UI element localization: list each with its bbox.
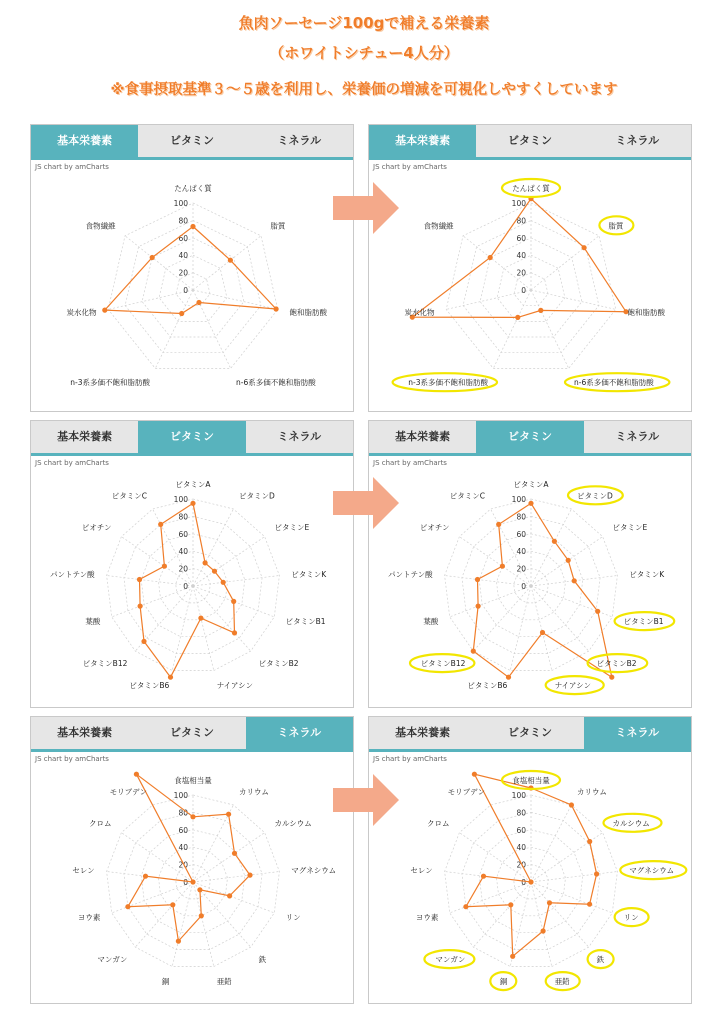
- grid-spoke: [531, 509, 571, 586]
- tab-vitamin[interactable]: ビタミン: [476, 125, 583, 157]
- category-label: ビタミンK: [629, 570, 665, 580]
- radar-series: [125, 772, 252, 944]
- data-point[interactable]: [595, 609, 600, 614]
- tick-label: 0: [521, 286, 526, 295]
- category-label: ビタミンA: [513, 480, 549, 489]
- data-point[interactable]: [274, 306, 279, 311]
- tab-basic[interactable]: 基本栄養素: [31, 717, 138, 749]
- data-point[interactable]: [508, 902, 513, 907]
- data-point[interactable]: [102, 308, 107, 313]
- data-point[interactable]: [506, 675, 511, 680]
- data-point[interactable]: [162, 564, 167, 569]
- grid-spoke: [531, 882, 552, 967]
- radar-chart: [31, 717, 354, 1004]
- radar-grid: [107, 495, 280, 671]
- tick-label: 60: [516, 233, 526, 243]
- page-title: 魚肉ソーセージ100gで補える栄養素: [238, 14, 490, 32]
- category-label: 脂質: [270, 221, 286, 231]
- data-point[interactable]: [475, 577, 480, 582]
- tick-label: 0: [183, 878, 188, 887]
- data-point[interactable]: [190, 224, 195, 229]
- grid-spoke: [135, 882, 193, 947]
- data-point[interactable]: [197, 887, 202, 892]
- tick-label: 20: [178, 564, 188, 574]
- category-label: 亜鉛: [216, 977, 232, 987]
- category-label: 銅: [161, 977, 170, 987]
- grid-spoke: [155, 290, 193, 368]
- tick-label: 40: [178, 251, 188, 261]
- tick-label: 80: [178, 216, 188, 226]
- category-label: 銅: [499, 977, 508, 987]
- tab-vitamin[interactable]: ビタミン: [138, 717, 245, 749]
- radar-series: [102, 224, 279, 316]
- tab-vitamin[interactable]: ビタミン: [476, 421, 583, 453]
- category-label: n-3系多価不飽和脂肪酸: [408, 378, 488, 388]
- tick-label: 60: [178, 529, 188, 539]
- page-subtitle: （ホワイトシチュー4人分）: [269, 44, 459, 62]
- data-point[interactable]: [176, 939, 181, 944]
- arrow-right-icon: [333, 180, 401, 236]
- data-point[interactable]: [137, 577, 142, 582]
- tick-label: 80: [178, 512, 188, 522]
- chart-panel-vitamin-before: [30, 420, 354, 708]
- data-point[interactable]: [510, 954, 515, 959]
- tick-label: 0: [521, 878, 526, 887]
- category-label: ビタミンD: [577, 491, 613, 501]
- data-point[interactable]: [500, 564, 505, 569]
- grid-spoke: [510, 586, 531, 671]
- category-label: ビタミンB12: [420, 659, 466, 669]
- category-labels: [50, 480, 327, 690]
- category-label: ビタミンB2: [258, 659, 299, 669]
- data-point[interactable]: [481, 874, 486, 879]
- category-label: 飽和脂肪酸: [627, 308, 665, 317]
- data-point[interactable]: [488, 255, 493, 260]
- category-label: ビタミンB6: [467, 681, 508, 691]
- data-point[interactable]: [227, 893, 232, 898]
- tab-vitamin[interactable]: ビタミン: [138, 421, 245, 453]
- grid-spoke: [193, 882, 214, 967]
- category-label: ビタミンB12: [82, 659, 128, 669]
- grid-spoke: [473, 586, 531, 651]
- category-label: 炭水化物: [404, 308, 435, 317]
- data-point[interactable]: [221, 580, 226, 585]
- category-label: リン: [285, 913, 301, 923]
- category-label: たんぱく質: [512, 184, 550, 193]
- category-label: 炭水化物: [66, 308, 97, 317]
- data-point[interactable]: [150, 255, 155, 260]
- tab-mineral[interactable]: ミネラル: [584, 717, 691, 749]
- category-label: 食物繊維: [85, 221, 116, 231]
- data-point[interactable]: [143, 874, 148, 879]
- tick-label: 20: [516, 860, 526, 870]
- data-point[interactable]: [496, 522, 501, 527]
- category-label: 食塩相当量: [512, 776, 550, 785]
- grid-spoke: [112, 882, 193, 913]
- tick-label: 20: [178, 860, 188, 870]
- tick-label: 0: [183, 582, 188, 591]
- tab-basic[interactable]: 基本栄養素: [31, 421, 138, 453]
- category-label: ビタミンC: [111, 491, 147, 501]
- tick-label: 80: [516, 512, 526, 522]
- tick-label: 20: [178, 268, 188, 278]
- tick-label: 100: [173, 791, 188, 800]
- page-note: ※食事摂取基準３～５歳を利用し、栄養価の増減を可視化しやすくしています: [110, 82, 618, 98]
- category-label: パントテン酸: [388, 570, 433, 580]
- category-labels: [67, 183, 328, 387]
- tick-label: 40: [178, 843, 188, 853]
- series-line: [105, 227, 276, 314]
- tick-label: 60: [516, 825, 526, 835]
- data-point[interactable]: [528, 501, 533, 506]
- data-point[interactable]: [179, 311, 184, 316]
- category-label: 亜鉛: [554, 977, 570, 987]
- category-label: ヨウ素: [77, 913, 101, 923]
- category-label: 飽和脂肪酸: [289, 308, 327, 317]
- data-point[interactable]: [212, 569, 217, 574]
- category-label: 鉄: [596, 955, 605, 965]
- tick-label: 60: [516, 529, 526, 539]
- category-label: クロム: [427, 818, 450, 828]
- category-label: リン: [623, 913, 639, 923]
- category-label: n-6系多価不飽和脂肪酸: [574, 378, 654, 388]
- tab-mineral[interactable]: ミネラル: [246, 717, 353, 749]
- tick-label: 60: [178, 825, 188, 835]
- data-point[interactable]: [541, 928, 546, 933]
- data-point[interactable]: [587, 839, 592, 844]
- tick-label: 100: [173, 199, 188, 208]
- category-label: 食塩相当量: [174, 776, 212, 785]
- data-point[interactable]: [471, 649, 476, 654]
- grid-spoke: [107, 576, 193, 587]
- category-label: ビタミンK: [291, 570, 327, 580]
- tick-label: 40: [516, 251, 526, 261]
- data-point[interactable]: [141, 639, 146, 644]
- tab-mineral[interactable]: ミネラル: [584, 125, 691, 157]
- data-point[interactable]: [572, 578, 577, 583]
- tick-label: 40: [516, 843, 526, 853]
- data-point[interactable]: [476, 604, 481, 609]
- category-label: クロム: [89, 818, 112, 828]
- category-label: ビタミンD: [239, 491, 275, 501]
- category-label: セレン: [72, 866, 95, 876]
- grid-spoke: [193, 509, 233, 586]
- data-point[interactable]: [472, 772, 477, 777]
- category-label: ビオチン: [419, 522, 450, 532]
- chart-credit[interactable]: JS chart by amCharts: [35, 163, 109, 171]
- category-label: ビタミンA: [175, 480, 211, 489]
- tab-basic[interactable]: 基本栄養素: [369, 717, 476, 749]
- data-point[interactable]: [190, 501, 195, 506]
- data-point[interactable]: [170, 902, 175, 907]
- data-point[interactable]: [463, 904, 468, 909]
- chart-credit[interactable]: JS chart by amCharts: [373, 755, 447, 763]
- tick-label: 40: [178, 547, 188, 557]
- data-point[interactable]: [538, 308, 543, 313]
- grid-spoke: [112, 586, 193, 617]
- grid-spoke: [445, 576, 531, 587]
- radar-chart: [31, 125, 354, 412]
- category-label: たんぱく質: [174, 184, 212, 193]
- radar-chart: [369, 421, 692, 708]
- tick-label: 0: [521, 582, 526, 591]
- grid-spoke: [493, 290, 531, 368]
- tick-label: 20: [516, 564, 526, 574]
- grid-spoke: [193, 872, 279, 883]
- data-point[interactable]: [125, 904, 130, 909]
- tab-vitamin[interactable]: ビタミン: [476, 717, 583, 749]
- data-point[interactable]: [587, 902, 592, 907]
- category-label: カリウム: [577, 787, 607, 797]
- data-point[interactable]: [594, 871, 599, 876]
- data-point[interactable]: [203, 560, 208, 565]
- category-label: ビタミンE: [612, 522, 648, 532]
- category-label: パントテン酸: [50, 570, 95, 580]
- category-label: 鉄: [258, 955, 267, 965]
- chart-credit[interactable]: JS chart by amCharts: [373, 459, 447, 467]
- data-point[interactable]: [582, 245, 587, 250]
- data-point[interactable]: [552, 539, 557, 544]
- category-label: マグネシウム: [629, 866, 675, 876]
- tick-label: 100: [511, 199, 526, 208]
- arrow-right-icon: [333, 772, 401, 828]
- category-label: ナイアシン: [554, 681, 591, 691]
- grid-spoke: [450, 882, 531, 913]
- arrow-right-icon: [333, 475, 401, 531]
- category-label: 葉酸: [423, 617, 439, 627]
- category-label: カルシウム: [274, 818, 312, 828]
- data-point[interactable]: [232, 851, 237, 856]
- tab-mineral[interactable]: ミネラル: [246, 421, 353, 453]
- category-label: n-6系多価不飽和脂肪酸: [236, 378, 316, 388]
- grid-spoke: [193, 576, 279, 587]
- grid-spoke: [531, 586, 552, 671]
- radar-grid: [445, 791, 618, 967]
- radar-chart: [31, 421, 354, 708]
- data-point[interactable]: [226, 812, 231, 817]
- category-label: ビタミンB1: [623, 617, 664, 627]
- category-label: 食物繊維: [423, 221, 454, 231]
- tick-label: 80: [178, 808, 188, 818]
- tick-label: 0: [183, 286, 188, 295]
- data-point[interactable]: [515, 315, 520, 320]
- tick-label: 100: [511, 495, 526, 504]
- category-label: ヨウ素: [415, 913, 439, 923]
- data-point[interactable]: [609, 675, 614, 680]
- data-point[interactable]: [158, 522, 163, 527]
- data-point[interactable]: [199, 913, 204, 918]
- tab-basic[interactable]: 基本栄養素: [31, 125, 138, 157]
- data-point[interactable]: [138, 604, 143, 609]
- tab-vitamin[interactable]: ビタミン: [138, 125, 245, 157]
- category-label: 脂質: [608, 221, 624, 231]
- category-label: マンガン: [97, 955, 128, 965]
- tick-label: 40: [516, 547, 526, 557]
- chart-credit[interactable]: JS chart by amCharts: [35, 459, 109, 467]
- category-label: カリウム: [239, 787, 269, 797]
- category-label: ビタミンB6: [129, 681, 170, 691]
- category-label: マグネシウム: [291, 866, 337, 876]
- data-point[interactable]: [190, 814, 195, 819]
- category-label: ナイアシン: [216, 681, 253, 691]
- radar-chart: [369, 717, 692, 1004]
- grid-spoke: [473, 882, 531, 947]
- grid-spoke: [531, 882, 589, 947]
- category-labels: [72, 775, 336, 986]
- chart-panel-vitamin-after: [368, 420, 692, 708]
- data-point[interactable]: [134, 772, 139, 777]
- grid-spoke: [193, 882, 274, 913]
- category-label: カルシウム: [612, 818, 650, 828]
- chart-panel-mineral-after: [368, 716, 692, 1004]
- category-label: モリブデン: [447, 787, 485, 797]
- tick-label: 60: [178, 233, 188, 243]
- category-label: n-3系多価不飽和脂肪酸: [70, 378, 150, 388]
- chart-panel-basic-before: [30, 124, 354, 412]
- category-label: ビタミンE: [274, 522, 310, 532]
- tab-mineral[interactable]: ミネラル: [584, 421, 691, 453]
- tick-label: 100: [173, 495, 188, 504]
- category-label: モリブデン: [109, 787, 147, 797]
- data-point[interactable]: [547, 900, 552, 905]
- data-point[interactable]: [247, 873, 252, 878]
- tab-basic[interactable]: 基本栄養素: [369, 125, 476, 157]
- radar-grid: [445, 495, 618, 671]
- chart-panel-basic-after: [368, 124, 692, 412]
- tick-label: 20: [516, 268, 526, 278]
- data-point[interactable]: [168, 675, 173, 680]
- data-point[interactable]: [190, 879, 195, 884]
- grid-spoke: [531, 882, 612, 913]
- chart-panel-mineral-before: [30, 716, 354, 1004]
- tick-label: 100: [511, 791, 526, 800]
- radar-chart: [369, 125, 692, 412]
- radar-grid: [446, 199, 616, 368]
- data-point[interactable]: [198, 616, 203, 621]
- category-label: 葉酸: [85, 617, 101, 627]
- grid-spoke: [172, 586, 193, 671]
- data-point[interactable]: [569, 802, 574, 807]
- grid-spoke: [531, 805, 571, 882]
- data-point[interactable]: [232, 630, 237, 635]
- category-label: ビタミンB2: [596, 659, 637, 669]
- data-point[interactable]: [228, 258, 233, 263]
- data-point[interactable]: [540, 630, 545, 635]
- tab-mineral[interactable]: ミネラル: [246, 125, 353, 157]
- chart-credit[interactable]: JS chart by amCharts: [373, 163, 447, 171]
- data-point[interactable]: [566, 558, 571, 563]
- category-label: ビオチン: [81, 522, 112, 532]
- category-label: ビタミンC: [449, 491, 485, 501]
- grid-spoke: [531, 872, 617, 883]
- grid-spoke: [450, 586, 531, 617]
- tick-label: 80: [516, 808, 526, 818]
- category-label: ビタミンB1: [285, 617, 326, 627]
- tick-label: 80: [516, 216, 526, 226]
- data-point[interactable]: [196, 300, 201, 305]
- chart-credit[interactable]: JS chart by amCharts: [35, 755, 109, 763]
- data-point[interactable]: [231, 599, 236, 604]
- data-point[interactable]: [528, 879, 533, 884]
- tab-basic[interactable]: 基本栄養素: [369, 421, 476, 453]
- category-label: マンガン: [435, 955, 466, 965]
- grid-spoke: [531, 290, 569, 368]
- category-label: セレン: [410, 866, 433, 876]
- grid-spoke: [531, 586, 589, 651]
